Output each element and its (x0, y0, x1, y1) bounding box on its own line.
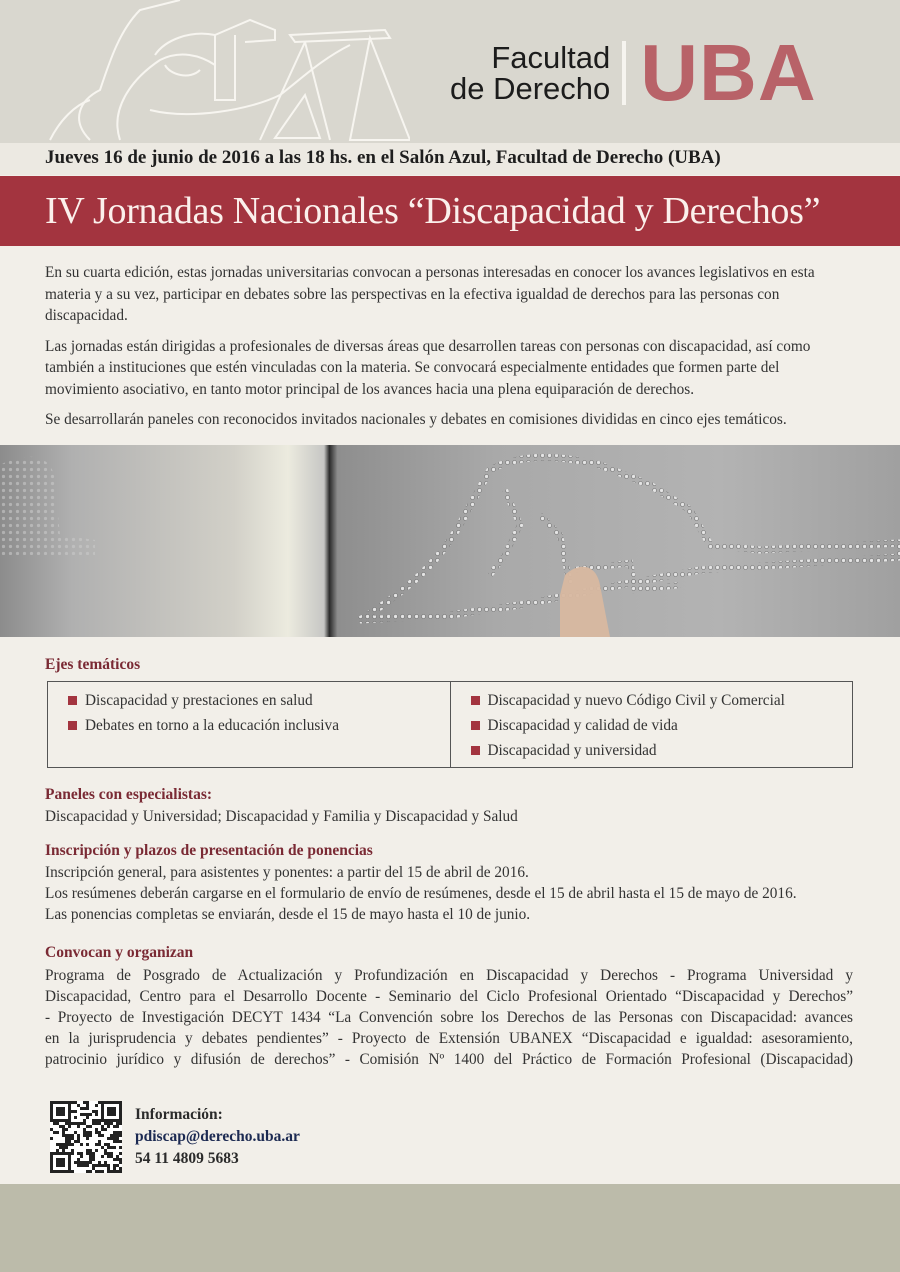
phone-number: 54 11 4809 5683 (135, 1150, 239, 1167)
page-title: IV Jornadas Nacionales “Discapacidad y Derechos” (45, 190, 821, 232)
inscripcion-line: Los resúmenes deberán cargarse en el formulario de envío de resúmenes, desde el 15 de abril hasta el 15 de mayo de 2016. (45, 885, 797, 902)
list-item-label: Discapacidad y universidad (487, 741, 657, 759)
qr-code-icon[interactable] (50, 1101, 122, 1173)
square-bullet-icon (471, 696, 480, 705)
list-item-label: Discapacidad y calidad de vida (487, 716, 678, 734)
list-item-label: Discapacidad y prestaciones en salud (85, 691, 313, 709)
list-item-label: Debates en torno a la educación inclusiva (85, 716, 339, 734)
convocan-title: Convocan y organizan (45, 944, 194, 961)
intro-paragraph: Se desarrollarán paneles con reconocidos invitados nacionales y debates en comisiones divididas en cinco ejes temáticos. (45, 411, 787, 428)
logo-separator (622, 41, 626, 105)
convocan-line: en la jurisprudencia y debates pendientes” - Proyecto de Extensión UBANEX “Discapacidad e igualdad: asesoramiento, (45, 1030, 853, 1047)
convocan-line: patrocinio jurídico y difusión de derechos” - Comisión Nº 1400 del Práctico de Formación Profesional (Discapacidad) (45, 1051, 853, 1068)
intro-text (45, 262, 857, 440)
paneles-text: Discapacidad y Universidad; Discapacidad y Familia y Discapacidad y Salud (45, 808, 518, 825)
list-item (471, 738, 853, 763)
footer-band (0, 1184, 900, 1272)
braille-drawing-icon (0, 445, 900, 637)
convocan-text (45, 965, 853, 1070)
list-item (68, 688, 450, 713)
info-label: Información: (135, 1106, 223, 1123)
event-date: Jueves 16 de junio de 2016 a las 18 hs. en el Salón Azul, Facultad de Derecho (UBA) (45, 147, 721, 168)
paneles-title: Paneles con especialistas: (45, 786, 213, 803)
contact-info (135, 1104, 300, 1170)
square-bullet-icon (68, 721, 77, 730)
logo-line-1: Facultad (491, 40, 611, 75)
inscripcion-text (45, 862, 797, 925)
inscripcion-line: Las ponencias completas se enviarán, desde el 15 de mayo hasta el 10 de junio. (45, 906, 531, 923)
email-link[interactable]: pdiscap@derecho.uba.ar (135, 1128, 300, 1145)
convocan-line: - Proyecto de Investigación DECYT 1434 “La Convención sobre los Derechos de las Personas con Discapacidad: avances (45, 1009, 853, 1026)
intro-paragraph: En su cuarta edición, estas jornadas universitarias convocan a personas interesadas en conocer los avances legislativos en esta materia y a su vez, participar en debates sobre las perspectivas en la efectiva igualdad de derechos para las personas con discapacidad. (45, 264, 815, 324)
logo-uba-text: UBA (640, 28, 817, 117)
square-bullet-icon (471, 746, 480, 755)
list-item-label: Discapacidad y nuevo Código Civil y Comercial (487, 691, 785, 709)
title-banner (0, 176, 900, 246)
justice-illustration-icon (30, 0, 410, 143)
ejes-column-right (450, 682, 853, 767)
ejes-title: Ejes temáticos (45, 656, 141, 673)
braille-photo (0, 445, 900, 637)
convocan-line: Discapacidad, Centro para el Desarrollo Docente - Seminario del Ciclo Profesional Orientado “Discapacidad y Derechos” (45, 988, 853, 1005)
inscripcion-line: Inscripción general, para asistentes y ponentes: a partir del 15 de abril de 2016. (45, 864, 529, 881)
header (0, 0, 900, 143)
ejes-table (47, 681, 853, 768)
logo-facultad-text (450, 42, 610, 104)
facultad-uba-logo (450, 28, 817, 117)
list-item (68, 713, 450, 738)
event-date-strip (0, 143, 900, 175)
square-bullet-icon (471, 721, 480, 730)
square-bullet-icon (68, 696, 77, 705)
logo-line-2: de Derecho (450, 71, 611, 106)
intro-paragraph: Las jornadas están dirigidas a profesionales de diversas áreas que desarrollen tareas con personas con discapacidad, así como también a instituciones que estén vinculadas con la materia. Se convocará especialmente entidades que formen parte del movimiento asociativo, en tanto motor principal de los avances hacia una plena equiparación de derechos. (45, 337, 811, 398)
list-item (471, 688, 853, 713)
inscripcion-title: Inscripción y plazos de presentación de ponencias (45, 842, 373, 859)
list-item (471, 713, 853, 738)
ejes-column-left (48, 682, 450, 767)
convocan-line: Programa de Posgrado de Actualización y Profundización en Discapacidad y Derechos - Programa Universidad y (45, 967, 853, 984)
